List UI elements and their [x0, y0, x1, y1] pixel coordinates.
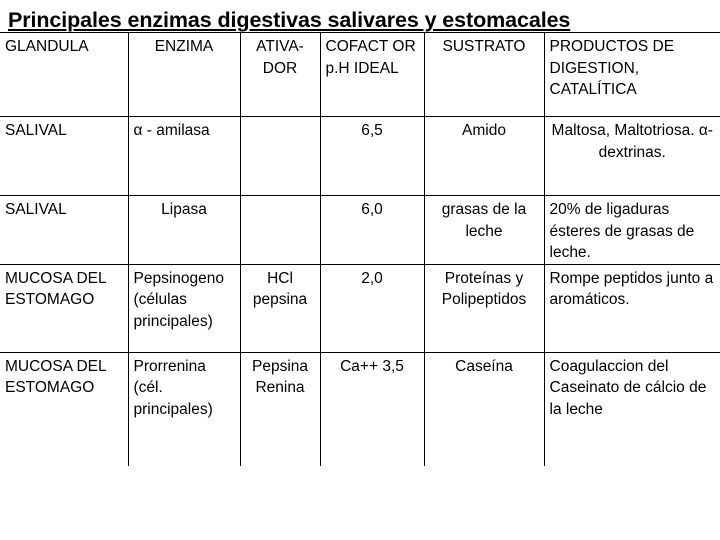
cell-activador	[240, 196, 320, 265]
cell-glandula: MUCOSA DEL ESTOMAGO	[0, 352, 128, 466]
cell-glandula: MUCOSA DEL ESTOMAGO	[0, 264, 128, 352]
cell-productos: Coagulaccion del Caseinato de cálcio de la leche	[544, 352, 720, 466]
cell-glandula: SALIVAL	[0, 196, 128, 265]
cell-activador	[240, 117, 320, 196]
header-productos: PRODUCTOS DE DIGESTION, CATALÍTICA	[544, 33, 720, 117]
cell-enzima: Lipasa	[128, 196, 240, 265]
table-row	[0, 196, 720, 265]
enzyme-table	[0, 32, 720, 466]
cell-enzima: α - amilasa	[128, 117, 240, 196]
cell-enzima: Pepsinogeno (células principales)	[128, 264, 240, 352]
enzyme-table-container	[0, 32, 720, 540]
header-enzima: ENZIMA	[128, 33, 240, 117]
page-title: Principales enzimas digestivas salivares y estomacales	[8, 8, 571, 32]
cell-productos: 20% de ligaduras ésteres de grasas de leche.	[544, 196, 720, 265]
cell-sustrato: Caseína	[424, 352, 544, 466]
header-ph: COFACT OR p.H IDEAL	[320, 33, 424, 117]
cell-productos: Rompe peptidos junto a aromáticos.	[544, 264, 720, 352]
table-row	[0, 264, 720, 352]
cell-sustrato: grasas de la leche	[424, 196, 544, 265]
cell-ph: 6,5	[320, 117, 424, 196]
cell-ph: Ca++ 3,5	[320, 352, 424, 466]
cell-enzima: Prorrenina (cél. principales)	[128, 352, 240, 466]
table-header-row	[0, 33, 720, 117]
cell-sustrato: Proteínas y Polipeptidos	[424, 264, 544, 352]
table-row	[0, 117, 720, 196]
cell-productos: Maltosa, Maltotriosa. α-dextrinas.	[544, 117, 720, 196]
cell-activador: HCl pepsina	[240, 264, 320, 352]
header-sustrato: SUSTRATO	[424, 33, 544, 117]
header-glandula: GLANDULA	[0, 33, 128, 117]
cell-ph: 2,0	[320, 264, 424, 352]
cell-sustrato: Amido	[424, 117, 544, 196]
header-activador: ATIVA-DOR	[240, 33, 320, 117]
cell-glandula: SALIVAL	[0, 117, 128, 196]
cell-activador: Pepsina Renina	[240, 352, 320, 466]
cell-ph: 6,0	[320, 196, 424, 265]
table-row	[0, 352, 720, 466]
